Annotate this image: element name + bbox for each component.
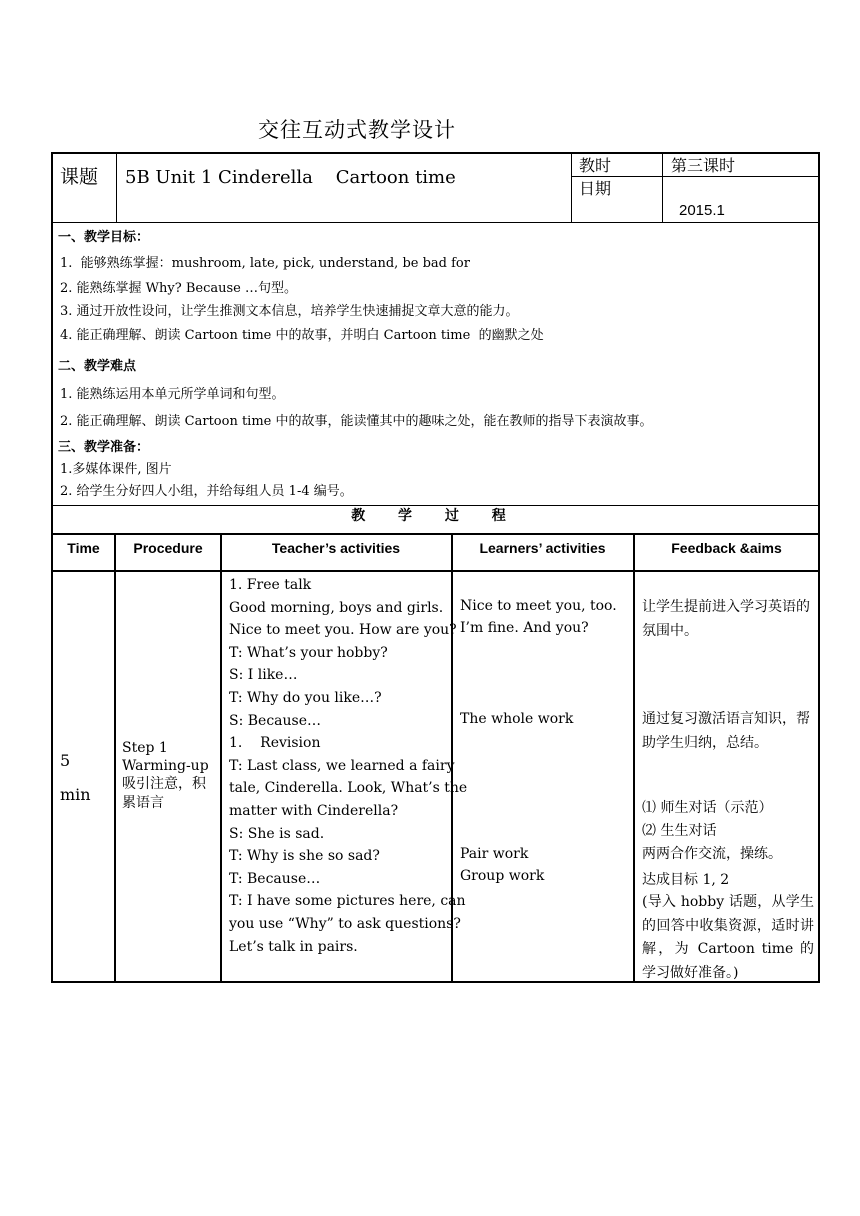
topic-label: 课题: [60, 166, 99, 188]
teacher-line: S: Because…: [229, 712, 322, 729]
time-unit: min: [60, 785, 91, 804]
learners-pair-work: Pair work: [460, 846, 529, 862]
date-value: 2015.1: [679, 202, 725, 219]
teacher-line: T: Why do you like…?: [229, 689, 382, 706]
feedback-c2: ⑵ 生生对话: [642, 823, 717, 839]
feedback-c1: ⑴ 师生对话（示范）: [642, 800, 773, 816]
time-number: 5: [60, 751, 71, 770]
difficulty-item: 2. 能正确理解、朗读 Cartoon time 中的故事，能读懂其中的趣味之处，能在教师的指导下表演故事。: [60, 414, 653, 429]
process-heading: 教 学 过 程: [351, 508, 520, 524]
teacher-line: matter with Cinderella?: [229, 802, 399, 819]
feedback-c3: 两两合作交流，操练。: [642, 846, 782, 862]
learners-whole-work: The whole work: [460, 711, 574, 727]
teacher-line: 1. Revision: [229, 735, 321, 752]
col-teacher: Teacher’s activities: [271, 540, 401, 556]
objective-item: 3. 通过开放性设问，让学生推测文本信息，培养学生快速捕捉文章大意的能力。: [60, 304, 519, 319]
feedback-a: 让学生提前进入学习英语的氛围中。: [642, 599, 810, 639]
teacher-line: 1. Free talk: [229, 577, 312, 593]
procedure-stage: Warming-up: [122, 758, 209, 774]
teacher-line: you use “Why” to ask questions?: [229, 915, 461, 932]
col-learners: Learners’ activities: [479, 540, 606, 556]
procedure-step: Step 1: [122, 740, 168, 756]
teacher-line: T: Why is she so sad?: [229, 848, 380, 865]
difficulties-heading: 二、教学难点: [58, 359, 137, 374]
teacher-line: T: I have some pictures here, can: [229, 893, 466, 910]
feedback-b: 通过复习激活语言知识，帮助学生归纳，总结。: [642, 711, 810, 751]
col-feedback: Feedback &aims: [671, 540, 782, 556]
procedure-aim: 吸引注意，积累语言: [122, 776, 206, 811]
preparation-item: 2. 给学生分好四人小组，并给每组人员 1-4 编号。: [60, 484, 353, 499]
learners-group-work: Group work: [460, 868, 545, 884]
col-time: Time: [67, 540, 100, 556]
teacher-line: Let’s talk in pairs.: [229, 938, 358, 955]
teacher-line: T: Last class, we learned a fairy: [229, 757, 455, 774]
learners-greeting: Nice to meet you, too.: [460, 598, 617, 614]
teacher-line: T: What’s your hobby?: [229, 644, 388, 661]
teacher-line: S: I like…: [229, 667, 298, 684]
objective-item: 4. 能正确理解、朗读 Cartoon time 中的故事，并明白 Cartoon time 的幽默之处: [60, 328, 544, 343]
teacher-line: tale, Cinderella. Look, What’s the: [229, 780, 468, 797]
difficulty-item: 1. 能熟练运用本单元所学单词和句型。: [60, 387, 285, 402]
period-label: 教时: [579, 156, 612, 175]
teacher-line: T: Because…: [229, 870, 321, 887]
period-value: 第三课时: [671, 156, 736, 175]
date-label: 日期: [579, 179, 612, 198]
objective-item: 2. 能熟练掌握 Why? Because …句型。: [60, 281, 297, 296]
teacher-line: Nice to meet you. How are you?: [229, 622, 457, 639]
topic-value: 5B Unit 1 Cinderella Cartoon time: [125, 167, 456, 188]
page-title: 交往互动式教学设计: [258, 118, 456, 142]
col-procedure: Procedure: [133, 540, 203, 556]
objective-item: 1. 能够熟练掌握：mushroom, late, pick, understand, be bad for: [60, 256, 470, 271]
teacher-line: Good morning, boys and girls.: [229, 599, 444, 616]
teacher-activities: [229, 574, 467, 958]
feedback-d: 达成目标 1, 2: [642, 872, 730, 888]
learners-greeting: I’m fine. And you?: [460, 620, 589, 636]
preparation-item: 1.多媒体课件, 图片: [60, 462, 172, 477]
preparation-heading: 三、教学准备：: [58, 440, 150, 455]
teacher-line: S: She is sad.: [229, 825, 325, 842]
feedback-e: (导入 hobby 话题，从学生的回答中收集资源，适时讲解，为 Cartoon time 的学习做好准备。): [642, 894, 814, 981]
objectives-heading: 一、教学目标：: [58, 230, 150, 245]
